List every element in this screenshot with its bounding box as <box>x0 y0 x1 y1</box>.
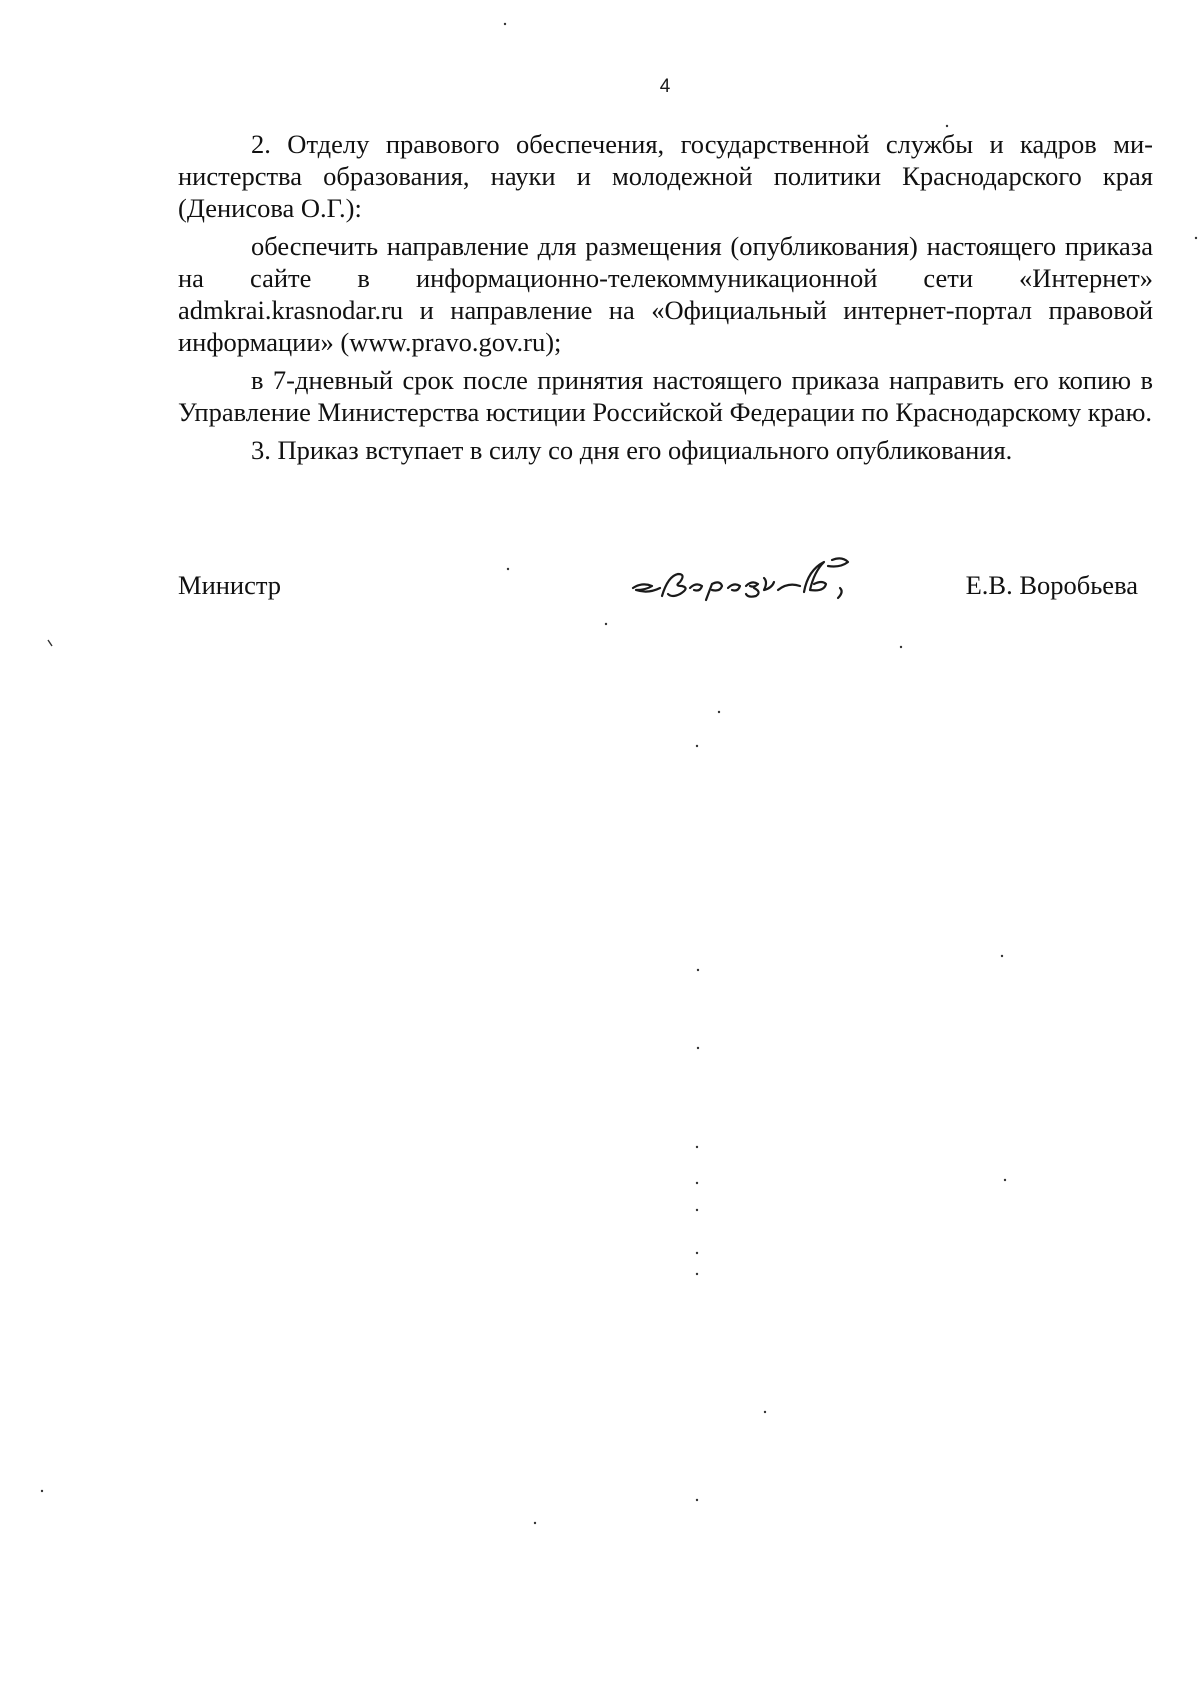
paragraph-effective-date: 3. Приказ вступает в силу со дня его официального опубликования. <box>251 435 1013 465</box>
page-number: 4 <box>659 76 671 97</box>
signatory-title: Министр <box>178 570 282 600</box>
signature-block <box>178 566 1138 616</box>
handwritten-signature <box>628 552 898 612</box>
signatory-name: Е.В. Воробьева <box>965 570 1138 600</box>
paragraph-ministry-copy: в 7-дневный срок после принятия настоящего приказа направить его копию в Управление Министерства юстиции Российской Федерации по Краснодарскому краю. <box>178 365 1153 427</box>
paragraph-publication: обеспечить направление для размещения (опубликования) настоящего приказа на сайте в информационно-телекоммуникационной сети «Интернет» admkrai.krasnodar.ru и направление на «Официальный интернет-портал правовой информации» (www.pravo.gov.ru); <box>178 231 1153 357</box>
paragraph-department-instruction: 2. Отделу правового обеспечения, государственной службы и кадров министерства образования, науки и молодежной политики Краснодарского края (Денисова О.Г.): <box>178 129 1153 223</box>
document-body <box>178 128 1153 472</box>
